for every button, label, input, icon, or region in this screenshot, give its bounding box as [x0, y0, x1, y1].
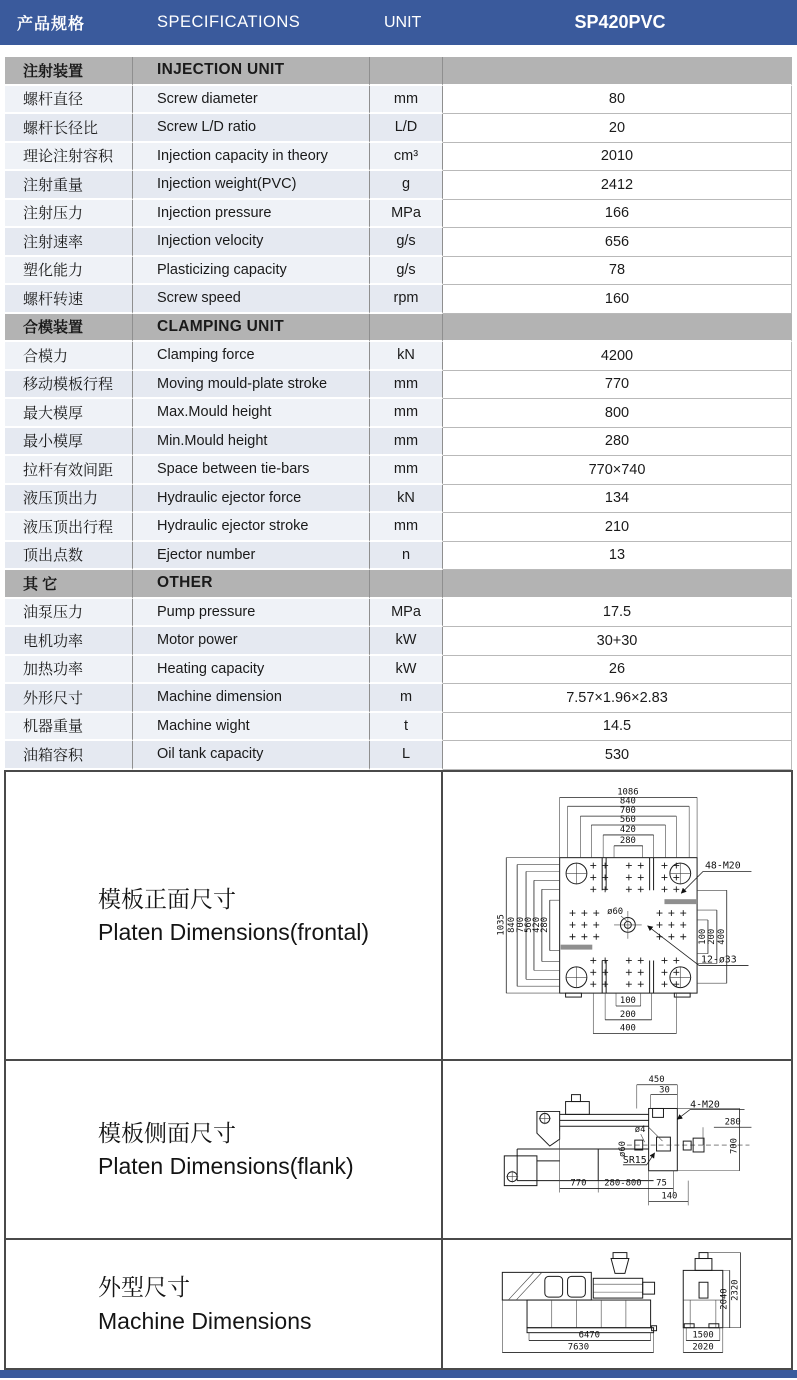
spec-name-en: Max.Mould height [133, 399, 370, 428]
dim-bottom-400: 400 [619, 1023, 636, 1034]
spec-value: 160 [443, 285, 792, 314]
dim-1500: 1500 [692, 1330, 714, 1341]
spec-unit: kW [370, 627, 443, 656]
spec-value: 17.5 [443, 599, 792, 628]
table-row [5, 542, 792, 571]
dim-2040: 2040 [719, 1287, 730, 1310]
spec-name-en: Pump pressure [133, 599, 370, 628]
dim-left-420: 420 [531, 916, 542, 933]
spec-value: 14.5 [443, 713, 792, 742]
spec-name-zh: 移动模板行程 [5, 371, 133, 400]
table-row [5, 741, 792, 770]
diagram-label-flank-en: Platen Dimensions(flank) [98, 1153, 354, 1180]
spec-value: 26 [443, 656, 792, 685]
diagram-row-platen-flank [6, 1061, 791, 1240]
spec-unit: g/s [370, 228, 443, 257]
spec-unit: t [370, 713, 443, 742]
spec-name-zh: 注射速率 [5, 228, 133, 257]
hole-marker [626, 862, 632, 868]
hole-marker [680, 910, 686, 916]
spec-name-zh: 油箱容积 [5, 741, 133, 770]
spec-table [5, 57, 792, 770]
diagram-label-machine [6, 1240, 443, 1368]
table-row [5, 86, 792, 115]
spec-name-zh: 最大模厚 [5, 399, 133, 428]
hole-marker [668, 921, 674, 927]
platen-frontal-drawing [443, 772, 791, 1059]
table-row [5, 684, 792, 713]
hole-marker [570, 921, 576, 927]
spec-unit: mm [370, 456, 443, 485]
spec-unit: m [370, 684, 443, 713]
spec-unit: L/D [370, 114, 443, 143]
hole-marker [570, 910, 576, 916]
diagram-row-platen-frontal [6, 772, 791, 1061]
spec-name-zh: 外形尺寸 [5, 684, 133, 713]
hole-marker [570, 933, 576, 939]
spec-value: 13 [443, 542, 792, 571]
spec-name-en: Screw diameter [133, 86, 370, 115]
hole-marker [638, 981, 644, 987]
diagram-label-machine-en: Machine Dimensions [98, 1307, 312, 1334]
dim-7630: 7630 [567, 1341, 590, 1352]
spec-name-en: Moving mould-plate stroke [133, 371, 370, 400]
hole-marker [680, 921, 686, 927]
machine-dimensions-drawing [443, 1240, 791, 1368]
dim-top-840: 840 [619, 795, 636, 806]
spec-unit: mm [370, 399, 443, 428]
annotation-4-M20: 4-M20 [690, 1098, 720, 1110]
spec-name-en: Machine dimension [133, 684, 370, 713]
hole-marker [673, 886, 679, 892]
spec-name-en: Motor power [133, 627, 370, 656]
section-title-zh: 注射装置 [5, 57, 133, 86]
spec-unit: kW [370, 656, 443, 685]
bottom-accent-bar [0, 1370, 797, 1378]
spec-unit: mm [370, 428, 443, 457]
dim-75: 75 [656, 1178, 667, 1189]
spec-unit: mm [370, 513, 443, 542]
dim-2320: 2320 [730, 1278, 741, 1301]
hole-marker [593, 933, 599, 939]
spec-name-zh: 加热功率 [5, 656, 133, 685]
section-unit-spacer [370, 57, 443, 86]
diagram-label-flank-zh: 模板侧面尺寸 [98, 1119, 236, 1146]
hole-marker [590, 862, 596, 868]
dim-280-flank: 280 [724, 1116, 741, 1127]
spec-name-en: Machine wight [133, 713, 370, 742]
hole-marker [668, 910, 674, 916]
dim-2020: 2020 [692, 1341, 714, 1352]
hole-marker [593, 921, 599, 927]
header-model-name: SP420PVC [574, 12, 666, 32]
spec-name-zh: 塑化能力 [5, 257, 133, 286]
spec-unit: g/s [370, 257, 443, 286]
table-row [5, 171, 792, 200]
hole-marker [638, 862, 644, 868]
spec-name-en: Screw L/D ratio [133, 114, 370, 143]
spec-name-zh: 螺杆长径比 [5, 114, 133, 143]
dim-450: 450 [648, 1074, 665, 1085]
table-row [5, 228, 792, 257]
dim-left-840: 840 [507, 916, 518, 933]
diagram-label-flank [6, 1061, 443, 1238]
hole-marker [661, 874, 667, 880]
dim-left-560: 560 [523, 916, 534, 933]
dim-left-700: 700 [516, 916, 527, 933]
hole-marker [673, 874, 679, 880]
table-row [5, 371, 792, 400]
header-unit-label: UNIT [384, 13, 422, 31]
spec-name-en: Min.Mould height [133, 428, 370, 457]
spec-unit: g [370, 171, 443, 200]
hole-marker [581, 910, 587, 916]
spec-header-bar [0, 0, 797, 45]
header-title-en: SPECIFICATIONS [157, 13, 301, 31]
dim-770: 770 [570, 1178, 587, 1189]
spec-name-en: Clamping force [133, 342, 370, 371]
spec-value: 800 [443, 399, 792, 428]
table-row [5, 399, 792, 428]
section-value-spacer [443, 570, 792, 599]
spec-value: 78 [443, 257, 792, 286]
spec-value: 656 [443, 228, 792, 257]
dim-top-700: 700 [619, 805, 636, 816]
table-row [5, 513, 792, 542]
hole-marker [638, 957, 644, 963]
table-row [5, 200, 792, 229]
diagram-label-machine-zh: 外型尺寸 [98, 1274, 190, 1301]
dim-left-1035: 1035 [496, 913, 507, 936]
hole-marker [581, 921, 587, 927]
spec-name-en: Hydraulic ejector stroke [133, 513, 370, 542]
hole-marker [590, 874, 596, 880]
hole-marker [602, 862, 608, 868]
hole-marker [602, 981, 608, 987]
spec-name-zh: 油泵压力 [5, 599, 133, 628]
spec-name-zh: 注射重量 [5, 171, 133, 200]
spec-value: 80 [443, 86, 792, 115]
spec-name-en: Space between tie-bars [133, 456, 370, 485]
section-header-row [5, 57, 792, 86]
table-row [5, 599, 792, 628]
spec-name-zh: 注射压力 [5, 200, 133, 229]
spec-unit: kN [370, 342, 443, 371]
annotation-o60: ø60 [607, 906, 624, 917]
spec-name-zh: 理论注射容积 [5, 143, 133, 172]
spec-value: 7.57×1.96×2.83 [443, 684, 792, 713]
spec-name-zh: 螺杆转速 [5, 285, 133, 314]
spec-value: 20 [443, 114, 792, 143]
dim-700-flank: 700 [729, 1137, 740, 1154]
section-value-spacer [443, 57, 792, 86]
spec-value: 770×740 [443, 456, 792, 485]
spec-unit: MPa [370, 200, 443, 229]
dim-top-280: 280 [619, 835, 636, 846]
hole-marker [661, 886, 667, 892]
spec-unit: cm³ [370, 143, 443, 172]
spec-name-en: Ejector number [133, 542, 370, 571]
dim-left-280: 280 [539, 916, 550, 933]
hole-marker [638, 874, 644, 880]
spec-name-en: Injection weight(PVC) [133, 171, 370, 200]
spec-name-zh: 最小模厚 [5, 428, 133, 457]
table-row [5, 627, 792, 656]
spec-name-en: Screw speed [133, 285, 370, 314]
spec-value: 2010 [443, 143, 792, 172]
spec-unit: mm [370, 86, 443, 115]
dim-right-400: 400 [716, 928, 727, 945]
dim-6470: 6470 [578, 1330, 601, 1341]
header-title-zh: 产品规格 [17, 16, 86, 33]
diagram-label-frontal-zh: 模板正面尺寸 [98, 885, 236, 912]
hole-marker [626, 981, 632, 987]
spec-value: 166 [443, 200, 792, 229]
diagram-label-frontal-en: Platen Dimensions(frontal) [98, 919, 370, 946]
spec-unit: kN [370, 485, 443, 514]
diagram-label-frontal [6, 772, 443, 1059]
dim-top-560: 560 [619, 814, 636, 825]
section-title-zh: 合模装置 [5, 314, 133, 343]
hole-marker [661, 957, 667, 963]
spec-value: 2412 [443, 171, 792, 200]
hole-marker [581, 933, 587, 939]
spec-value: 530 [443, 741, 792, 770]
dim-top-420: 420 [619, 824, 636, 835]
hole-marker [590, 969, 596, 975]
spec-name-en: Injection capacity in theory [133, 143, 370, 172]
section-unit-spacer [370, 570, 443, 599]
hole-marker [661, 981, 667, 987]
spec-unit: mm [370, 371, 443, 400]
hole-marker [638, 886, 644, 892]
section-title-en: OTHER [133, 570, 370, 599]
annotation-12-o33: 12-ø33 [701, 953, 737, 965]
spec-name-zh: 液压顶出行程 [5, 513, 133, 542]
spec-name-en: Oil tank capacity [133, 741, 370, 770]
hole-marker [590, 886, 596, 892]
table-row [5, 114, 792, 143]
spec-name-en: Injection pressure [133, 200, 370, 229]
spec-name-zh: 拉杆有效间距 [5, 456, 133, 485]
section-header-row [5, 570, 792, 599]
annotation-o60-flank: ø60 [617, 1140, 628, 1157]
hole-marker [590, 957, 596, 963]
hole-marker [626, 886, 632, 892]
spec-value: 134 [443, 485, 792, 514]
spec-unit: rpm [370, 285, 443, 314]
annotation-48-M20: 48-M20 [704, 860, 741, 872]
spec-value: 210 [443, 513, 792, 542]
table-row [5, 656, 792, 685]
hole-marker [673, 969, 679, 975]
spec-value: 770 [443, 371, 792, 400]
hole-marker [590, 981, 596, 987]
dim-280-800: 280-800 [604, 1178, 642, 1189]
section-value-spacer [443, 314, 792, 343]
hole-marker [602, 969, 608, 975]
section-title-zh: 其 它 [5, 570, 133, 599]
spec-value: 280 [443, 428, 792, 457]
hole-marker [602, 874, 608, 880]
table-row [5, 285, 792, 314]
platen-flank-drawing [443, 1061, 791, 1238]
spec-name-zh: 液压顶出力 [5, 485, 133, 514]
dim-top-1086: 1086 [617, 786, 639, 797]
hole-marker [626, 969, 632, 975]
dim-140: 140 [661, 1190, 678, 1201]
hole-marker [673, 957, 679, 963]
table-row [5, 485, 792, 514]
hole-marker [626, 874, 632, 880]
spec-name-zh: 机器重量 [5, 713, 133, 742]
spec-unit: L [370, 741, 443, 770]
hole-marker [638, 969, 644, 975]
hole-marker [602, 957, 608, 963]
dim-bottom-100: 100 [619, 995, 636, 1006]
annotation-o4: ø4 [634, 1124, 646, 1135]
table-row [5, 342, 792, 371]
hole-marker [593, 910, 599, 916]
section-title-en: CLAMPING UNIT [133, 314, 370, 343]
hole-marker [661, 969, 667, 975]
spec-name-zh: 螺杆直径 [5, 86, 133, 115]
section-header-row [5, 314, 792, 343]
spec-name-zh: 合模力 [5, 342, 133, 371]
spec-name-en: Hydraulic ejector force [133, 485, 370, 514]
table-row [5, 257, 792, 286]
dim-30: 30 [659, 1085, 670, 1096]
hole-marker [661, 862, 667, 868]
hole-marker [626, 957, 632, 963]
dim-bottom-200: 200 [619, 1009, 636, 1020]
spec-unit: MPa [370, 599, 443, 628]
section-unit-spacer [370, 314, 443, 343]
spec-unit: n [370, 542, 443, 571]
diagrams-section [4, 770, 793, 1370]
diagram-row-machine [6, 1240, 791, 1368]
table-row [5, 428, 792, 457]
hole-marker [602, 886, 608, 892]
spec-name-en: Heating capacity [133, 656, 370, 685]
spec-name-en: Injection velocity [133, 228, 370, 257]
spec-name-en: Plasticizing capacity [133, 257, 370, 286]
table-row [5, 713, 792, 742]
spec-name-zh: 顶出点数 [5, 542, 133, 571]
table-row [5, 143, 792, 172]
dim-right-200: 200 [706, 928, 717, 945]
hole-marker [657, 921, 663, 927]
spec-name-zh: 电机功率 [5, 627, 133, 656]
spec-value: 4200 [443, 342, 792, 371]
hole-marker [680, 933, 686, 939]
table-row [5, 456, 792, 485]
dim-right-100: 100 [697, 928, 708, 945]
annotation-SR15: SR15 [622, 1154, 647, 1166]
hole-marker [668, 933, 674, 939]
hole-marker [657, 910, 663, 916]
section-title-en: INJECTION UNIT [133, 57, 370, 86]
spec-value: 30+30 [443, 627, 792, 656]
